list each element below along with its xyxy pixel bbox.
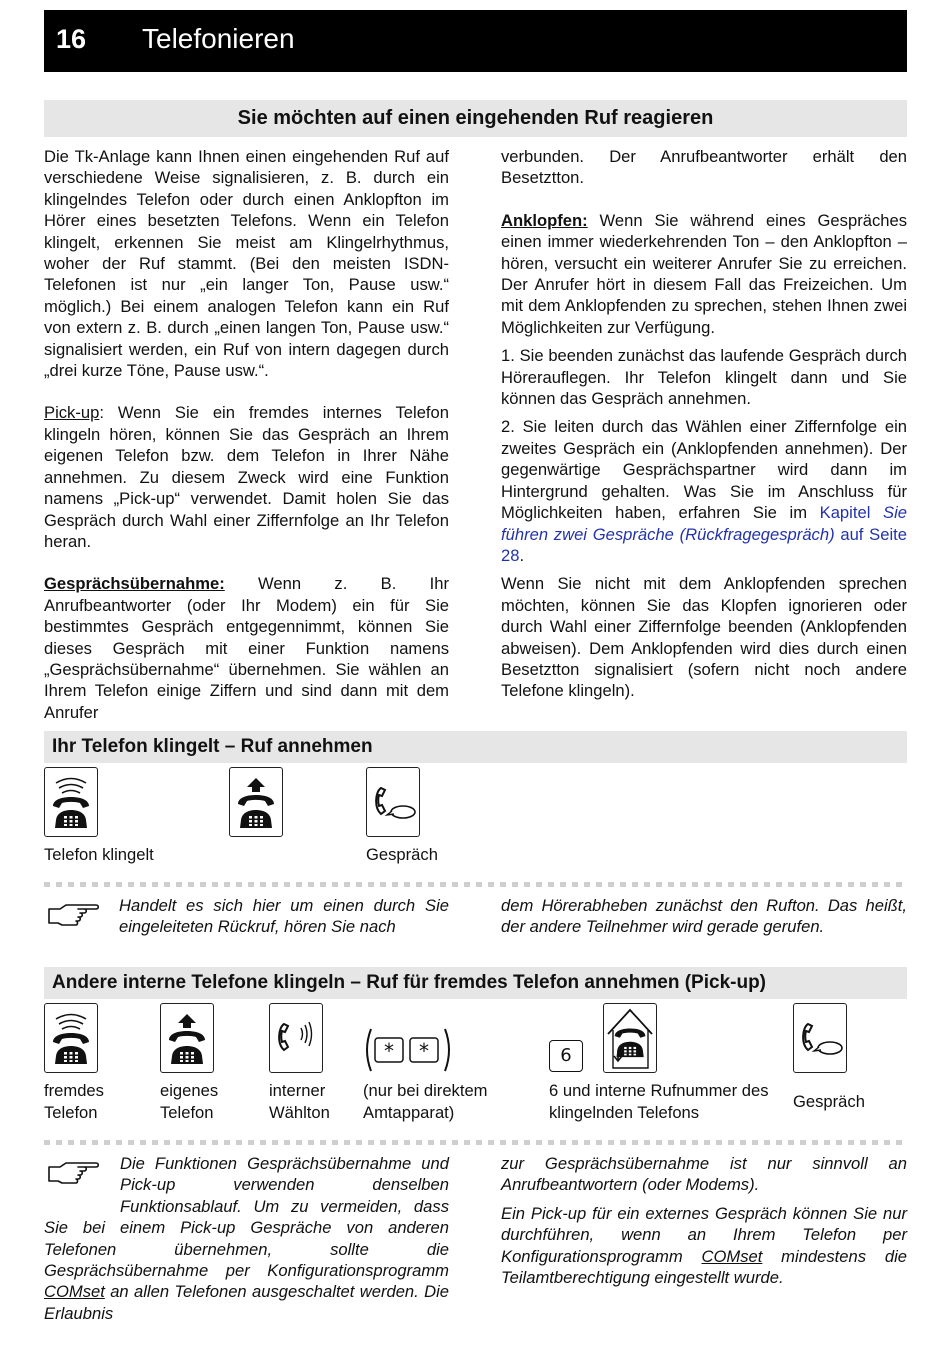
comset-term: COMset: [44, 1282, 105, 1302]
dotted-divider: [44, 882, 907, 887]
dotted-divider: [44, 1140, 907, 1145]
conversation-icon: [793, 1003, 847, 1073]
step-label-internal-number: 6 und interne Rufnummer des klingelnden Telefons: [549, 1081, 769, 1122]
left-column: [44, 146, 449, 730]
knock-term: Anklopfen:: [501, 210, 588, 230]
page-number: 16: [56, 24, 87, 54]
page-header: [44, 10, 907, 72]
chapter-title: Telefonieren: [142, 23, 295, 54]
note-callback-left: Handelt es sich hier um einen durch Sie eingeleiteten Rückruf, hören Sie nach: [119, 896, 449, 937]
section-heading-incoming-call: Sie möchten auf einen eingehenden Ruf reagieren: [44, 100, 907, 137]
svg-text:*: *: [419, 1039, 429, 1063]
conversation-icon: [366, 767, 420, 837]
digit-key-6: 6: [549, 1040, 583, 1072]
note-right-paragraph-2: Ein Pick-up für ein externes Gespräch können Sie nur durchführen, wenn an Ihrem Telefon per Konfigurationsprogramm COMset mindestens die Teilamtberechtigung eingestellt wurde.: [501, 1203, 907, 1288]
note-pickup-right: [501, 1153, 907, 1295]
chapter-link[interactable]: Kapitel Sie führen zwei Gespräche (Rückfragegespräch) auf Seite 28: [501, 503, 907, 565]
step-label-conversation: Gespräch: [366, 845, 438, 864]
takeover-paragraph: Gesprächsübernahme: Wenn z. B. Ihr Anrufbeantworter (oder Ihr Modem) ein für Sie bestimmtes Gespräch entgegennimmt, können Sie dieses Gespräch mit einer Funktion namens „Gesprächsübernahme“ übernehmen. Sie wählen an Ihrem Telefon einige Ziffern und sind dann mit dem Anrufer: [44, 574, 449, 722]
note-callback-right: dem Hörerabheben zunächst den Rufton. Das heißt, der andere Teilnehmer wird gerade gerufen.: [501, 896, 907, 937]
lift-handset-icon: [160, 1003, 214, 1073]
pickup-term: Pick-up: [44, 403, 100, 423]
ringing-phone-icon: [44, 767, 98, 837]
note-pickup-left: Die Funktionen Gesprächsübernahme und Pick-up verwenden denselben Funktionsablauf. Um zu vermeiden, dass Sie bei einem Pick-up Gespräche von anderen Telefonen übernehmen, sollte die Gesprächsübernahme per Konfigurationsprogramm COMset an allen Telefonen ausgeschaltet werden. Die Erlaubnis: [44, 1154, 449, 1323]
continued-paragraph: verbunden. Der Anrufbeantworter erhält den Besetztton.: [501, 147, 907, 188]
lift-handset-icon: [229, 767, 283, 837]
takeover-term: Gesprächsübernahme:: [44, 574, 225, 594]
step-label-direct-line: (nur bei direktem Amtapparat): [363, 1081, 488, 1122]
knock-paragraph: Anklopfen: Wenn Sie während eines Gespräches einen immer wiederkehrenden Ton – den Anklopfton – hören, versucht ein weiterer Anrufer Sie zu erreichen. Der Anrufer hört in diesem Fall das Freizeichen. Um mit dem Anklopfenden zu sprechen, stehen Ihnen zwei Möglichkeiten zur Verfügung.: [501, 210, 907, 337]
ignore-paragraph: Wenn Sie nicht mit dem Anklopfenden sprechen möchten, können Sie das Klopfen ignorieren oder durch Wahl einer Ziffernfolge beenden (Anklopfenden abweisen). Dem Anklopfenden wird dies durch einen Besetztton signalisiert (sofern nicht noch andere Telefone klingeln).: [501, 574, 907, 701]
step-label-ringing: Telefon klingelt: [44, 845, 154, 864]
dial-tone-icon: [269, 1003, 323, 1073]
pointing-hand-icon: [46, 897, 106, 937]
ringing-phone-icon: [44, 1003, 98, 1073]
section-heading-answer-call: Ihr Telefon klingelt – Ruf annehmen: [44, 731, 907, 763]
svg-text:*: *: [384, 1039, 394, 1063]
option-1-paragraph: 1. Sie beenden zunächst das laufende Gespräch durch Hörerauflegen. Ihr Telefon klingelt dann und Sie können das Gespräch annehmen.: [501, 346, 907, 409]
section-heading-pickup: Andere interne Telefone klingeln – Ruf für fremdes Telefon annehmen (Pick-up): [44, 967, 907, 999]
pickup-paragraph: Pick-up: Wenn Sie ein fremdes internes Telefon klingeln hören, können Sie das Gespräch an Ihrem eigenen Telefon bzw. dem Telefon in Ihrer Nähe annehmen. Zu diesem Zweck wird eine Funktion namens „Pick-up“ verwendet. Damit holen Sie das Gespräch durch Wahl einer Ziffernfolge an Ihr Telefon heran.: [44, 403, 449, 551]
star-star-keys-icon: [363, 1025, 453, 1075]
intro-paragraph: Die Tk-Anlage kann Ihnen einen eingehenden Ruf auf verschiedene Weise signalisieren, z. B. durch ein klingelndes Telefon oder durch einen Anklopfton im Hörer eines besetzten Telefons. Wenn ein Telefon klingelt, erkennen Sie meist am Klingelrhythmus, woher der Ruf stammt. (Bei den meisten ISDN-Telefonen ist nur „ein langer Ton, Pause usw.“ möglich.) Bei einem analogen Telefon kann ein Ruf von extern z. B. durch „einen langen Ton, Pause usw.“ signalisiert werden, ein Ruf von intern dagegen durch „drei kurze Töne, Pause usw.“.: [44, 147, 449, 381]
note-right-paragraph-1: zur Gesprächsübernahme ist nur sinnvoll an Anrufbeantwortern (oder Modems).: [501, 1154, 907, 1195]
step-label-own-phone: eigenes Telefon: [160, 1081, 219, 1122]
internal-number-icon: [603, 1003, 657, 1073]
step-label-foreign-phone: fremdes Telefon: [44, 1081, 104, 1122]
step-label-dial-tone: interner Wählton: [269, 1081, 330, 1122]
option-2-paragraph: 2. Sie leiten durch das Wählen einer Ziffernfolge ein zweites Gespräch ein (Anklopfenden annehmen). Der gegenwärtige Gesprächspartner wird dann im Hintergrund gehalten. Was Sie im Anschluss für Möglichkeiten haben, erfahren Sie im Kapitel Sie führen zwei Gespräche (Rückfragegespräch) auf Seite 28.: [501, 417, 907, 565]
step-label-conversation: Gespräch: [793, 1092, 865, 1111]
comset-term: COMset: [701, 1246, 763, 1266]
right-column: [501, 146, 907, 709]
